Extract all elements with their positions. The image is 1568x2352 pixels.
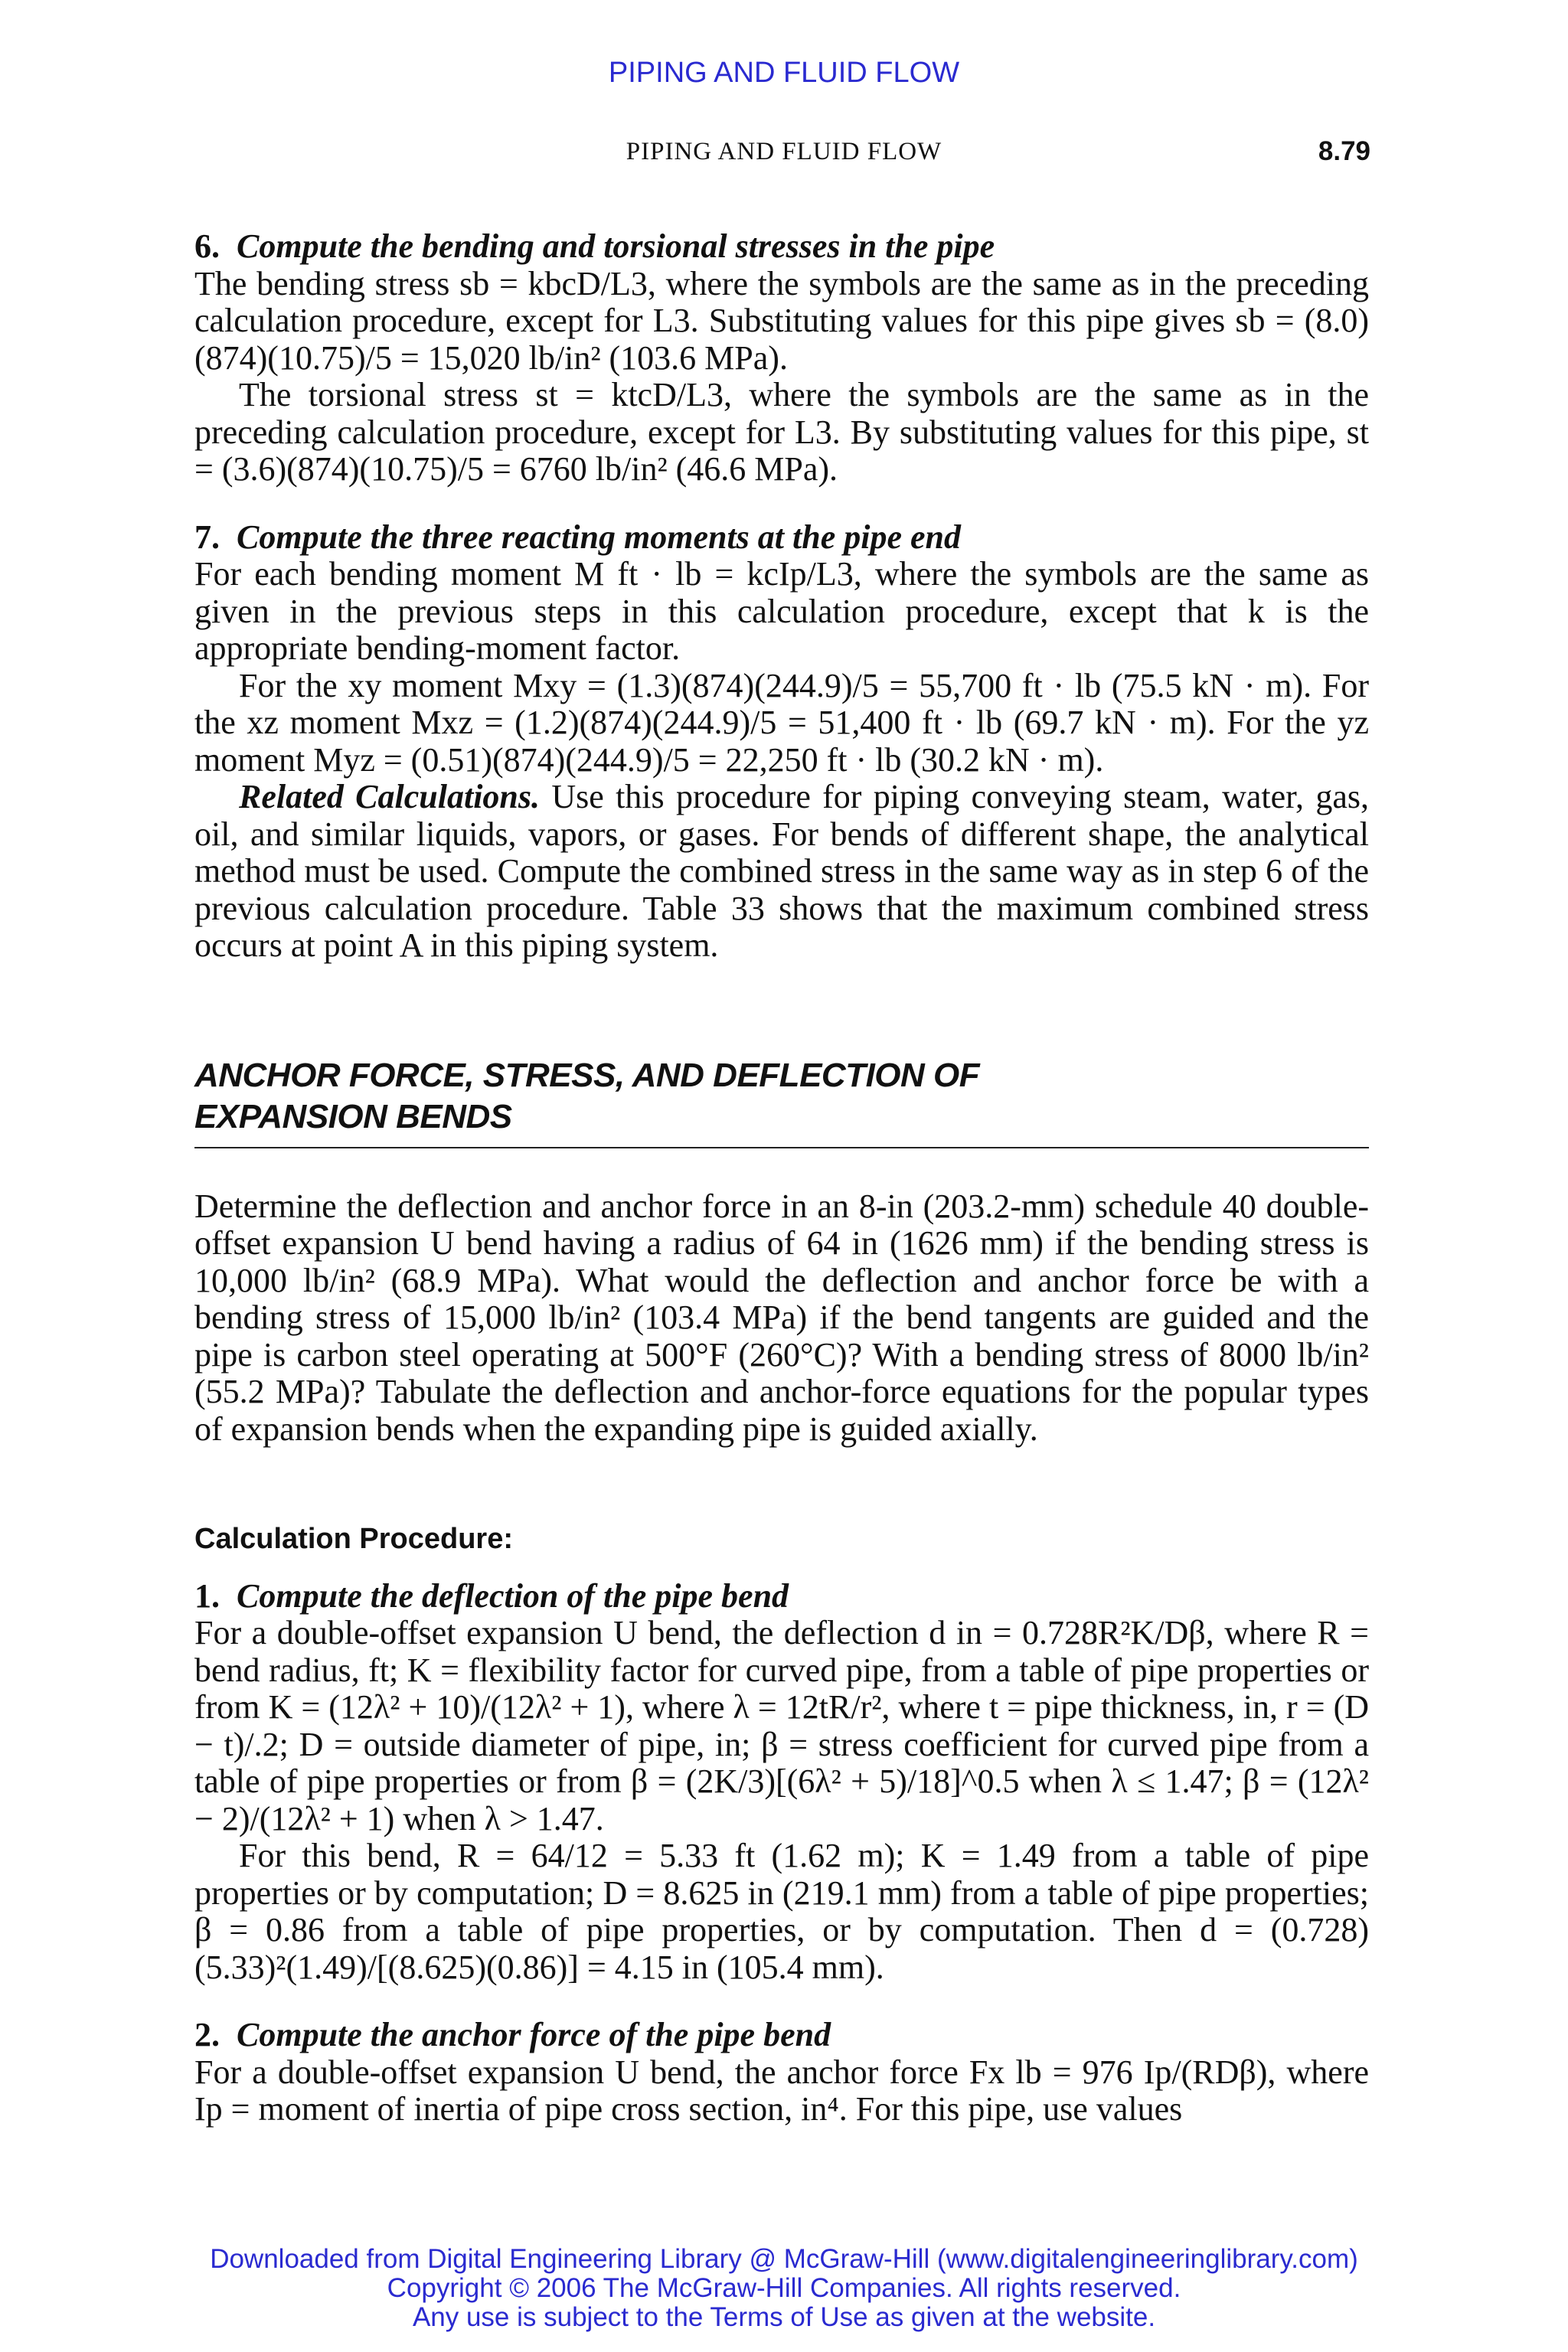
footer-terms[interactable]: Any use is subject to the Terms of Use as given at the website.	[412, 2302, 1156, 2332]
page-number: 8.79	[1318, 136, 1370, 166]
step-6	[194, 228, 1369, 488]
step-paragraph: For this bend, R = 64/12 = 5.33 ft (1.62 m); K = 1.49 from a table of pipe properties or by computation; D = 8.625 in (219.1 mm) from a table of pipe properties; β = 0.86 from a table of pipe properties, or by computation. Then d = (0.728)(5.33)²(1.49)/[(8.625)(0.86)] = 4.15 in (105.4 mm).	[194, 1837, 1369, 1986]
step-2	[194, 2017, 1369, 2128]
running-head: PIPING AND FLUID FLOW	[626, 138, 942, 165]
step-heading: 7. Compute the three reacting moments at the pipe end	[194, 518, 961, 556]
step-heading: 1. Compute the deflection of the pipe bend	[194, 1576, 789, 1615]
calculation-procedure-heading: Calculation Procedure:	[194, 1523, 513, 1555]
footer-copyright: Copyright © 2006 The McGraw-Hill Companies. All rights reserved.	[387, 2273, 1181, 2303]
step-heading: 6. Compute the bending and torsional stresses in the pipe	[194, 227, 995, 265]
section-heading: ANCHOR FORCE, STRESS, AND DEFLECTION OF EXPANSION BENDS	[194, 1055, 1369, 1148]
problem-statement: Determine the deflection and anchor force in an 8-in (203.2-mm) schedule 40 double-offset expansion U bend having a radius of 64 in (1626 mm) if the bending stress is 10,000 lb/in² (68.9 MPa). What would the deflection and anchor force be with a bending stress of 15,000 lb/in² (103.4 MPa) if the bend tangents are guided and the pipe is carbon steel operating at 500°F (260°C)? With a bending stress of 8000 lb/in² (55.2 MPa)? Tabulate the deflection and anchor-force equations for the popular types of expansion bends when the expanding pipe is guided axially.	[194, 1187, 1369, 1448]
footer-download-notice[interactable]: Downloaded from Digital Engineering Library @ McGraw-Hill (www.digitalengineeringlibrary.com)	[210, 2244, 1358, 2274]
related-calculations: Related Calculations. Use this procedure for piping conveying steam, water, gas, oil, and similar liquids, vapors, or gases. For bends of different shape, the analytical method must be used. Compute the combined stress in the same way as in step 6 of the previous calculation procedure. Table 33 shows that the maximum combined stress occurs at point A in this piping system.	[194, 778, 1369, 964]
step-paragraph: For each bending moment M ft · lb = kcIp/L3, where the symbols are the same as given in the previous steps in this calculation procedure, except that k is the appropriate bending-moment factor.	[194, 555, 1369, 667]
step-heading: 2. Compute the anchor force of the pipe bend	[194, 2016, 831, 2053]
step-paragraph: For a double-offset expansion U bend, the deflection d in = 0.728R²K/Dβ, where R = bend radius, ft; K = flexibility factor for curved pipe, from a table of pipe properties or from K = (12λ² + 10)/(12λ² + 1), where λ = 12tR/r², where t = pipe thickness, in, r = (D − t)/.2; D = outside diameter of pipe, in; β = stress coefficient for curved pipe from a table of pipe properties or from β = (2K/3)[(6λ² + 5)/18]^0.5 when λ ≤ 1.47; β = (12λ² − 2)/(12λ² + 1) when λ > 1.47.	[194, 1614, 1369, 1838]
page-body	[194, 228, 1369, 2128]
step-paragraph: For a double-offset expansion U bend, the anchor force Fx lb = 976 Ip/(RDβ), where Ip = moment of inertia of pipe cross section, in⁴. For this pipe, use values	[194, 2053, 1369, 2128]
step-7	[194, 519, 1369, 965]
step-paragraph: The torsional stress st = ktcD/L3, where the symbols are the same as in the preceding calculation procedure, except for L3. By substituting values for this pipe, st = (3.6)(874)(10.75)/5 = 6760 lb/in² (46.6 MPa).	[194, 376, 1369, 488]
page-banner: PIPING AND FLUID FLOW	[608, 57, 960, 89]
footer	[0, 2245, 1568, 2332]
step-paragraph: The bending stress sb = kbcD/L3, where the symbols are the same as in the preceding calculation procedure, except for L3. Substituting values for this pipe gives sb = (8.0)(874)(10.75)/5 = 15,020 lb/in² (103.6 MPa).	[194, 264, 1369, 377]
step-1	[194, 1578, 1369, 1987]
step-paragraph: For the xy moment Mxy = (1.3)(874)(244.9)/5 = 55,700 ft · lb (75.5 kN · m). For the xz moment Mxz = (1.2)(874)(244.9)/5 = 51,400 ft · lb (69.7 kN · m). For the yz moment Myz = (0.51)(874)(244.9)/5 = 22,250 ft · lb (30.2 kN · m).	[194, 666, 1369, 779]
